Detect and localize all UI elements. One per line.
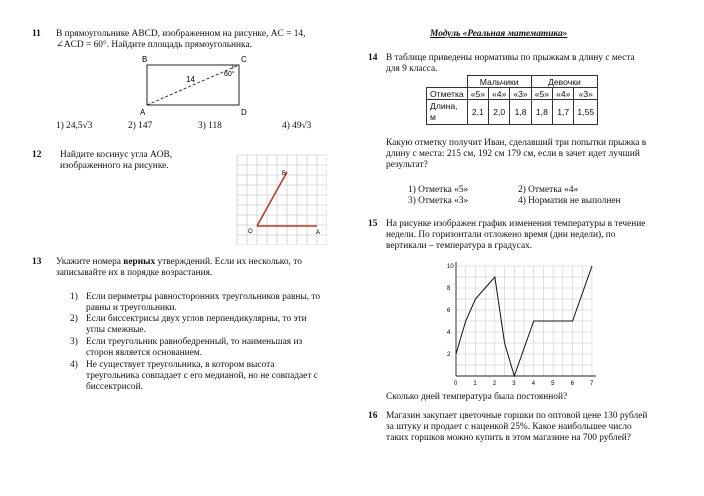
q13-item-4-line2: треугольника совпадает с его медианой, но не совпадает с [86,371,318,381]
q14-value-cell: 1,7 [553,100,574,125]
q12-label-a: A [316,230,321,236]
q15-line3: вертикали – температура в градусах. [386,241,533,251]
x-tick-label: 0 [454,381,458,387]
y-tick-label: 6 [447,308,451,314]
y-tick-label: 4 [447,330,451,336]
q14-row-label-length-2: м [430,112,436,122]
q13-item-4-line1: Не существует треугольника, в котором высота [86,360,275,370]
q14-answer-4: 4) Норматив не выполнен [518,196,621,206]
q14-grade-cell: «3» [574,88,598,100]
q14-value-cell: 1,55 [574,100,598,125]
x-tick-label: 7 [590,381,594,387]
q13-item-4-number: 4) [70,360,78,370]
q11-number: 11 [32,29,41,39]
q13-line1-emphasis: верных [123,257,156,267]
q11-answer-3: 3) 118 [198,121,222,131]
module-header: Модуль «Реальная математика» [430,29,568,39]
y-tick-label: 8 [447,286,451,292]
q16-line3: таких горшков можно купить в этом магазине на 700 рублей? [386,433,631,443]
y-tick-label: 10 [447,264,454,270]
q13-item-2-number: 2) [70,314,78,324]
q14-group-boys: Мальчики [467,76,531,88]
x-tick-label: 4 [531,381,536,387]
q15-question: Сколько дней температура была постоянной? [386,392,568,402]
q14-grade-cell: «4» [553,88,574,100]
q14-para-line3: результат? [386,160,428,170]
q12-label-o: O [248,229,253,235]
q13-line2: записывайте их в порядке возрастания. [56,268,213,278]
q14-value-cell: 2,0 [489,100,510,125]
q14-grade-cell: «3» [510,88,531,100]
q14-grade-cell: «5» [531,88,552,100]
q16-line1: Магазин закупает цветочные горшки по оптовой цене 130 рублей [386,411,648,421]
q12-label-b: B [282,171,287,177]
q14-answer-1: 1) Отметка «5» [408,185,469,195]
q14-grade-cell: «5» [467,88,488,100]
q14-row-label-grade: Отметка [427,88,468,100]
q14-row-label-length-1: Длина, [430,101,458,111]
q13-number: 13 [32,257,42,267]
q13-line1-end: утверждений. Если их несколько, то [155,257,302,267]
q13-item-4-line3: биссектрисой. [86,382,143,392]
q13-item-3-line1: Если треугольник равнобедренный, то наименьшая из [86,337,303,347]
q14-value-cell: 2,1 [467,100,488,125]
q12-line1: Найдите косинус угла AOB, [60,150,173,160]
q11-label-c: C [241,55,247,64]
q15-number: 15 [368,219,378,229]
q13-item-1-line1: Если периметры равносторонних треугольников равны, то [86,292,321,302]
q11-rectangle-figure [136,52,256,118]
q13-item-1-number: 1) [70,292,78,302]
q11-answer-4: 4) 49√3 [282,121,312,131]
q11-line2: ∠ACD = 60°. Найдите площадь прямоугольника. [56,40,252,50]
q14-line2: для 9 класса. [386,64,438,74]
q11-line1: В прямоугольнике ABCD, изображенном на рисунке, AC = 14, [56,29,306,39]
q12-line2: изображенного на рисунке. [60,161,169,171]
q11-answer-1: 1) 24,5√3 [56,121,93,131]
q14-value-cell: 1,8 [510,100,531,125]
q12-grid-figure [232,150,327,245]
q13-line1 [56,257,302,268]
q14-table-grade-row [427,88,598,100]
q14-para-line2: длину с места: 215 см, 192 см 179 см, если в зачет идет лучший [386,149,640,159]
q13-item-2-line2: углы смежные. [86,325,146,335]
q14-group-girls: Девочки [531,76,597,88]
q14-answer-3: 3) Отметка «3» [408,196,469,206]
q15-line2: недели. По горизонтали отложено время (дни недели), по [386,230,616,240]
x-tick-label: 1 [473,381,477,387]
chart-axes [456,262,596,376]
q14-line1: В таблице приведены нормативы по прыжкам в длину с места [386,53,635,63]
x-tick-label: 5 [551,381,555,387]
q16-number: 16 [368,411,378,421]
q11-answer-2: 2) 147 [128,121,153,131]
q13-item-2-line1: Если биссектрисы двух углов перпендикулярны, то эти [86,314,307,324]
q11-angle-label: 60° [224,71,235,78]
q11-length-label: 14 [186,75,195,84]
q14-value-cell: 1,8 [531,100,552,125]
q15-line1: На рисунке изображен график изменения температуры в течение [386,219,646,229]
x-tick-label: 6 [570,381,574,387]
q11-label-b: B [142,55,148,64]
q11-label-d: D [241,108,247,117]
q13-item-3-number: 3) [70,337,78,347]
q12-number: 12 [32,150,42,160]
q14-norms-table [426,75,598,125]
q14-row-label-length [427,100,468,125]
q14-grade-cell: «4» [489,88,510,100]
q13-item-1-line2: равны и треугольники. [86,303,177,313]
q14-table-group-row [427,76,598,88]
x-tick-label: 2 [492,381,497,387]
q13-line1-start: Укажите номера [56,257,124,267]
q14-number: 14 [368,53,378,63]
q12-ray-ob [257,172,287,226]
q11-label-a: A [140,108,146,117]
q14-para-line1: Какую отметку получит Иван, сделавший три попытки прыжка в [386,138,647,148]
q13-item-3-line2: сторон является основанием. [86,348,203,358]
x-tick-label: 3 [512,381,516,387]
q14-table-value-row [427,100,598,125]
y-tick-label: 2 [447,352,451,358]
q16-line2: за штуку и продает с наценкой 25%. Какое наибольшее число [386,422,632,432]
temperature-chart [444,258,604,390]
q14-answer-2: 2) Отметка «4» [518,185,579,195]
